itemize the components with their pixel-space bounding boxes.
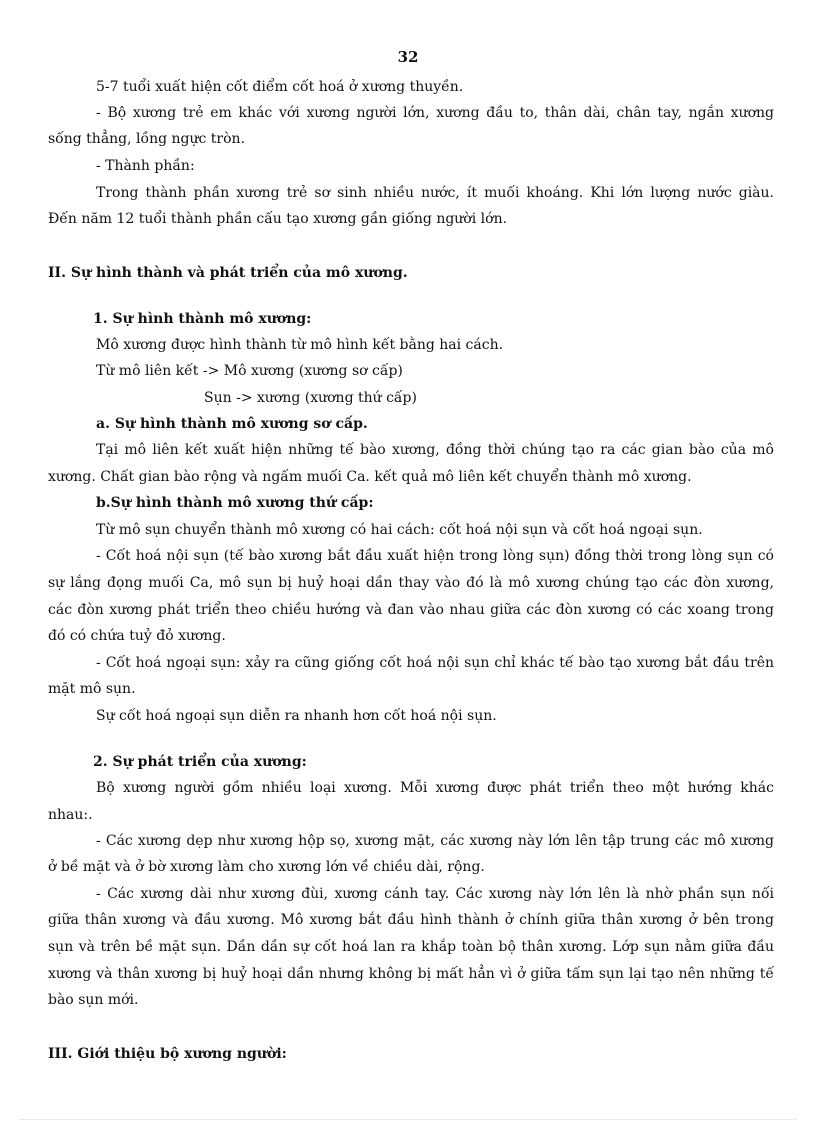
text-line: - Bộ xương trẻ em khác với xương người lớn, xương đầu to, thân dài, chân tay, ngắn xương: [96, 105, 774, 121]
text-line: giữa thân xương và đầu xương. Mô xương bắt đầu hình thành ở chính giữa thân xương ở bên trong: [48, 912, 774, 928]
text-line: Sự cốt hoá ngoại sụn diễn ra nhanh hơn cốt hoá nội sụn.: [96, 708, 497, 724]
text-line: các đòn xương phát triển theo chiều hướng và đan vào nhau giữa các đòn xương có các xoang trong: [48, 602, 774, 618]
subsection-heading: b.Sự hình thành mô xương thứ cấp:: [96, 495, 374, 511]
text-line: sống thẳng, lồng ngực tròn.: [48, 131, 246, 147]
section-heading: III. Giới thiệu bộ xương người:: [48, 1046, 287, 1062]
text-line: Bộ xương người gồm nhiều loại xương. Mỗi xương được phát triển theo một hướng khác: [96, 780, 774, 796]
text-line: 5-7 tuổi xuất hiện cốt điểm cốt hoá ở xương thuyền.: [96, 79, 464, 95]
text-line: Đến năm 12 tuổi thành phần cấu tạo xương gần giống người lớn.: [48, 211, 508, 227]
text-line: - Các xương dẹp như xương hộp sọ, xương mặt, các xương này lớn lên tập trung các mô xương: [96, 833, 774, 849]
text-line: Trong thành phần xương trẻ sơ sinh nhiều nước, ít muối khoáng. Khi lớn lượng nước giàu.: [96, 185, 774, 201]
text-line: Từ mô sụn chuyển thành mô xương có hai cách: cốt hoá nội sụn và cốt hoá ngoại sụn.: [96, 522, 703, 538]
text-line: sụn và trên bề mặt sụn. Dần dần sự cốt hoá lan ra khắp toàn bộ thân xương. Lớp sụn nằm giữa đầu: [48, 939, 774, 955]
text-line: - Cốt hoá nội sụn (tế bào xương bắt đầu xuất hiện trong lòng sụn) đồng thời trong lòng sụn có: [96, 548, 774, 564]
text-line: xương. Chất gian bào rộng và ngấm muối Ca. kết quả mô liên kết chuyển thành mô xương.: [48, 469, 692, 485]
subsection-heading: 2. Sự phát triển của xương:: [93, 754, 307, 770]
text-line: Sụn -> xương (xương thứ cấp): [204, 390, 417, 406]
page-bottom-divider: [20, 1119, 796, 1120]
text-line: - Các xương dài như xương đùi, xương cánh tay. Các xương này lớn lên là nhờ phần sụn nối: [96, 886, 774, 902]
subsection-heading: 1. Sự hình thành mô xương:: [93, 311, 312, 327]
text-line: đó có chứa tuỷ đỏ xương.: [48, 628, 226, 644]
text-line: mặt mô sụn.: [48, 681, 136, 697]
text-line: Tại mô liên kết xuất hiện những tế bào xương, đồng thời chúng tạo ra các gian bào của mô: [96, 442, 774, 458]
text-line: - Cốt hoá ngoại sụn: xảy ra cũng giống cốt hoá nội sụn chỉ khác tế bào tạo xương bắt đầu trên: [96, 655, 774, 671]
section-heading: II. Sự hình thành và phát triển của mô xương.: [48, 265, 408, 281]
text-line: nhau:.: [48, 807, 93, 823]
text-line: ở bề mặt và ở bờ xương làm cho xương lớn về chiều dài, rộng.: [48, 859, 485, 875]
text-line: - Thành phần:: [96, 158, 195, 174]
text-line: xương và thân xương bị huỷ hoại dần nhưng không bị mất hẳn vì ở giữa tấm sụn lại tạo nên những tế: [48, 966, 774, 982]
text-line: Mô xương được hình thành từ mô hình kết bằng hai cách.: [96, 337, 504, 353]
page-number: 32: [397, 48, 419, 66]
text-line: Từ mô liên kết -> Mô xương (xương sơ cấp): [96, 363, 403, 379]
text-line: sự lắng đọng muối Ca, mô sụn bị huỷ hoại dần thay vào đó là mô xương chúng tạo các đòn xương,: [48, 575, 774, 591]
subsection-heading: a. Sự hình thành mô xương sơ cấp.: [96, 416, 368, 432]
text-line: bào sụn mới.: [48, 992, 139, 1008]
